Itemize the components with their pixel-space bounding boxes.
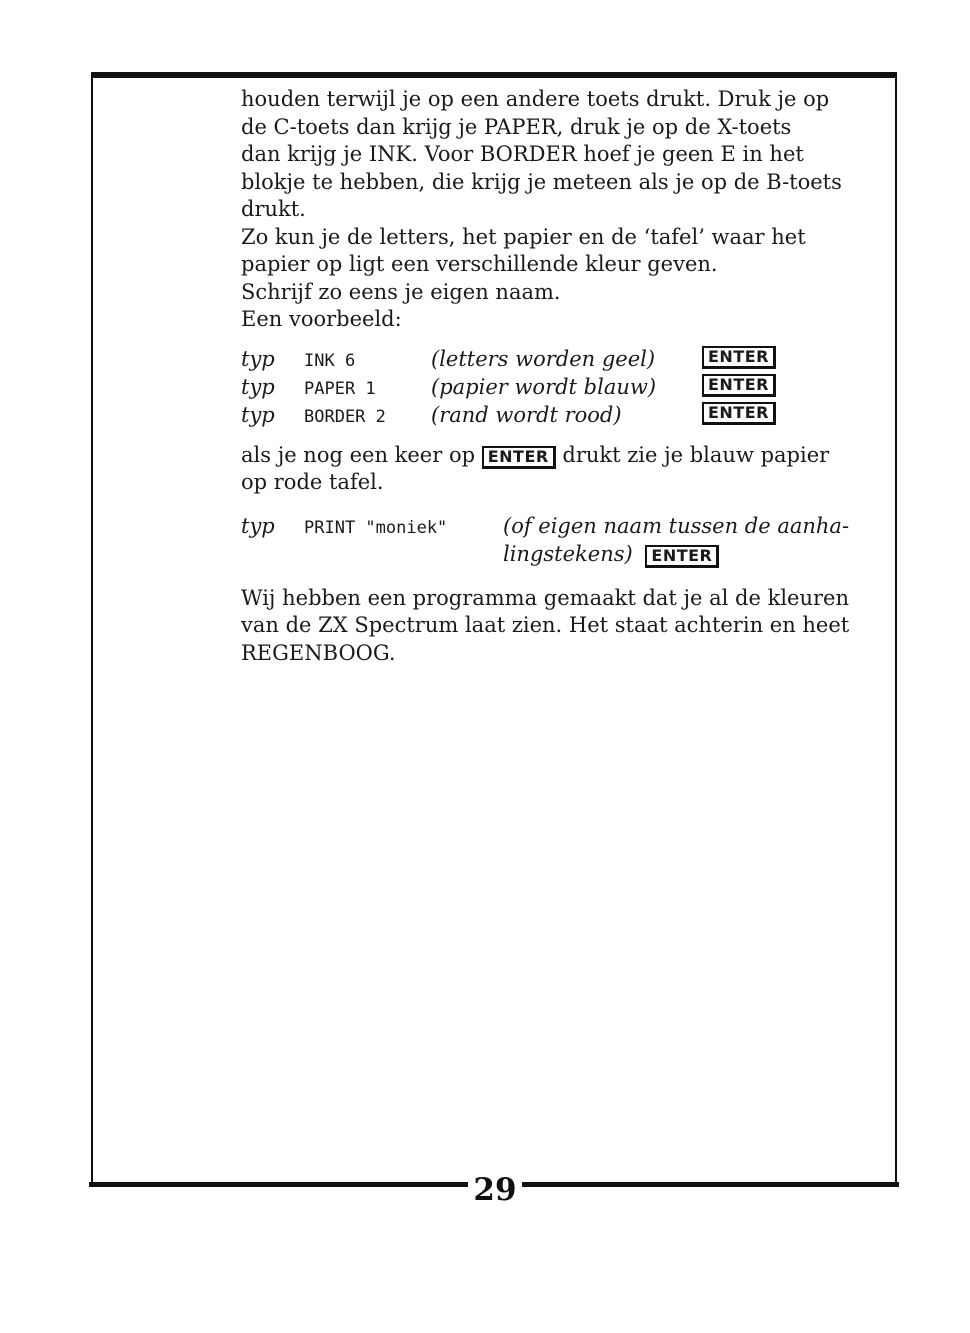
- text-line: REGENBOOG.: [241, 640, 396, 665]
- text-line: Een voorbeeld:: [241, 307, 402, 331]
- print-example: [241, 513, 881, 573]
- text-line: [241, 442, 881, 470]
- text-line: Wij hebben een programma gemaakt dat je al de kleuren: [241, 585, 849, 610]
- text-line: Schrijf zo eens je eigen naam.: [241, 279, 561, 304]
- typ-label: typ: [241, 402, 275, 427]
- command-row: [241, 402, 881, 430]
- command-comment: (of eigen naam tussen de aanha-: [503, 513, 850, 538]
- command-row: [241, 346, 881, 374]
- command-row: [241, 374, 881, 402]
- typ-label: typ: [241, 374, 275, 399]
- text-line: dan krijg je INK. Voor BORDER hoef je geen E in het: [241, 142, 804, 166]
- bottom-rule-right: [522, 1182, 899, 1187]
- text-line: van de ZX Spectrum laat zien. Het staat achterin en heet: [241, 613, 850, 637]
- text-line: drukt.: [241, 197, 306, 221]
- enter-key-icon: ENTER: [702, 402, 776, 425]
- command-comment: (letters worden geel): [431, 346, 656, 371]
- text-after-key: drukt zie je blauw papier: [562, 442, 830, 467]
- after-paragraph: [241, 442, 881, 497]
- typ-label: typ: [241, 513, 275, 538]
- text-line: blokje te hebben, die krijg je meteen als je op de B-toets: [241, 169, 842, 194]
- bottom-rule-left: [89, 1182, 468, 1187]
- command-comment: (rand wordt rood): [431, 402, 622, 427]
- enter-key-icon: ENTER: [702, 374, 776, 397]
- text-line: papier op ligt een verschillende kleur geven.: [241, 252, 718, 276]
- enter-key-icon: ENTER: [645, 545, 719, 568]
- closing-paragraph: [241, 585, 881, 668]
- text-line: de C-toets dan krijg je PAPER, druk je op de X-toets: [241, 114, 792, 139]
- command-list: [241, 346, 881, 430]
- command-comment: (papier wordt blauw): [431, 374, 657, 399]
- page-content: [241, 86, 881, 667]
- command-code: PRINT "moniek": [304, 517, 448, 538]
- page-number: 29: [473, 1172, 517, 1208]
- text-line: Zo kun je de letters, het papier en de ‘tafel’ waar het: [241, 224, 806, 249]
- command-code: INK 6: [304, 350, 356, 371]
- comment-text: lingstekens): [503, 541, 633, 566]
- intro-paragraph: [241, 86, 881, 334]
- typ-label: typ: [241, 346, 275, 371]
- command-comment-continued: [503, 541, 719, 569]
- enter-key-icon: ENTER: [482, 446, 556, 469]
- command-code: PAPER 1: [304, 378, 376, 399]
- command-code: BORDER 2: [304, 406, 386, 427]
- enter-key-icon: ENTER: [702, 346, 776, 369]
- text-line: op rode tafel.: [241, 470, 384, 494]
- text-before-key: als je nog een keer op: [241, 442, 476, 467]
- text-line: houden terwijl je op een andere toets drukt. Druk je op: [241, 87, 830, 111]
